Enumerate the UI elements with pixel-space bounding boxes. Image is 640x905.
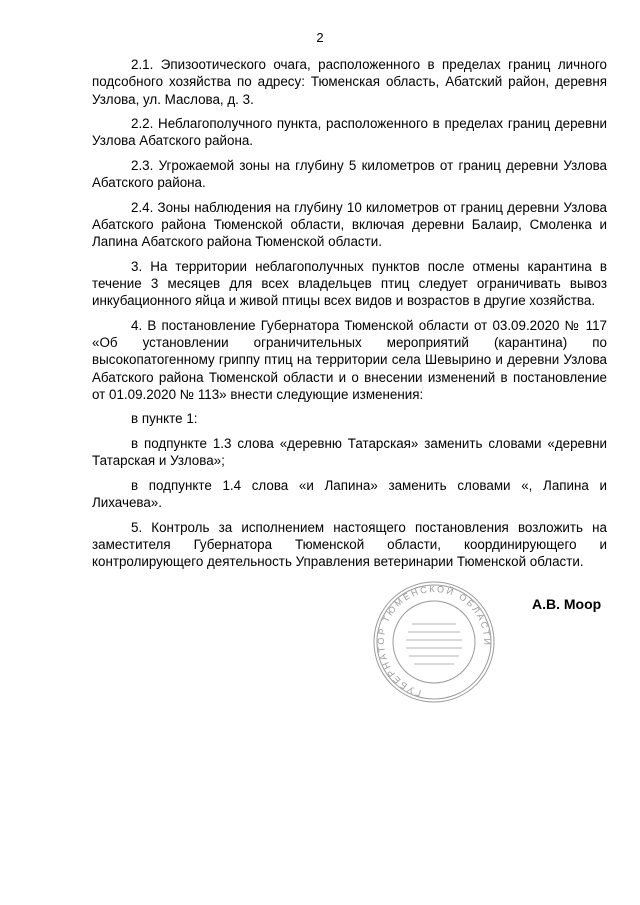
paragraph-2-3: 2.3. Угрожаемой зоны на глубину 5 километров от границ деревни Узлова Абатского района.: [92, 157, 607, 191]
signatory-name: А.В. Моор: [532, 596, 602, 612]
seal-center-lines: [406, 624, 462, 664]
paragraph-3: 3. На территории неблагополучных пунктов после отмены карантина в течение 3 месяцев для всех владельцев птиц следует ограничивать вывоз инкубационного яйца и живой птицы всех видов и возрастов в другие хозяйства.: [92, 258, 607, 309]
seal-text: ГУБЕРНАТОР ТЮМЕНСКОЙ ОБЛАСТИ: [375, 583, 493, 699]
paragraph-4-intro: в пункте 1:: [131, 411, 198, 427]
official-seal-icon: [372, 580, 496, 704]
paragraph-2-1: 2.1. Эпизоотического очага, расположенного в пределах границ личного подсобного хозяйства по адресу: Тюменская область, Абатский район, деревня Узлова, ул. Маслова, д. 3.: [92, 57, 607, 107]
paragraph-4: 4. В постановление Губернатора Тюменской области от 03.09.2020 № 117 «Об установлении ограничительных мероприятий (карантина) по высокопатогенному гриппу птиц на территории села Шевырино и деревни Узлова Абатского района Тюменской области и о внесении изменений в постановление от 01.09.2020 № 113» внести следующие изменения:: [92, 317, 607, 402]
paragraph-2-4: 2.4. Зоны наблюдения на глубину 10 километров от границ деревни Узлова Абатского района Тюменской области, включая деревни Балаир, Смоленка и Лапина Абатского района Тюменской области.: [92, 199, 607, 250]
seal-outer-ring: [374, 582, 494, 702]
paragraph-2-2: 2.2. Неблагополучного пункта, расположенного в пределах границ деревни Узлова Абатского района.: [92, 116, 607, 149]
document-body: [92, 56, 607, 578]
seal-center-ring: [393, 601, 475, 683]
page-number: 2: [316, 30, 324, 45]
paragraph-5: 5. Контроль за исполнением настоящего постановления возложить на заместителя Губернатора Тюменской области, координирующего и контролирующего деятельность Управления ветеринарии Тюменской области.: [92, 519, 607, 570]
paragraph-4-subpoint-1-3: в подпункте 1.3 слова «деревню Татарская» заменить словами «деревни Татарская и Узлова»;: [92, 435, 607, 469]
paragraph-4-subpoint-1-4: в подпункте 1.4 слова «и Лапина» заменить словами «, Лапина и Лихачева».: [92, 477, 607, 511]
